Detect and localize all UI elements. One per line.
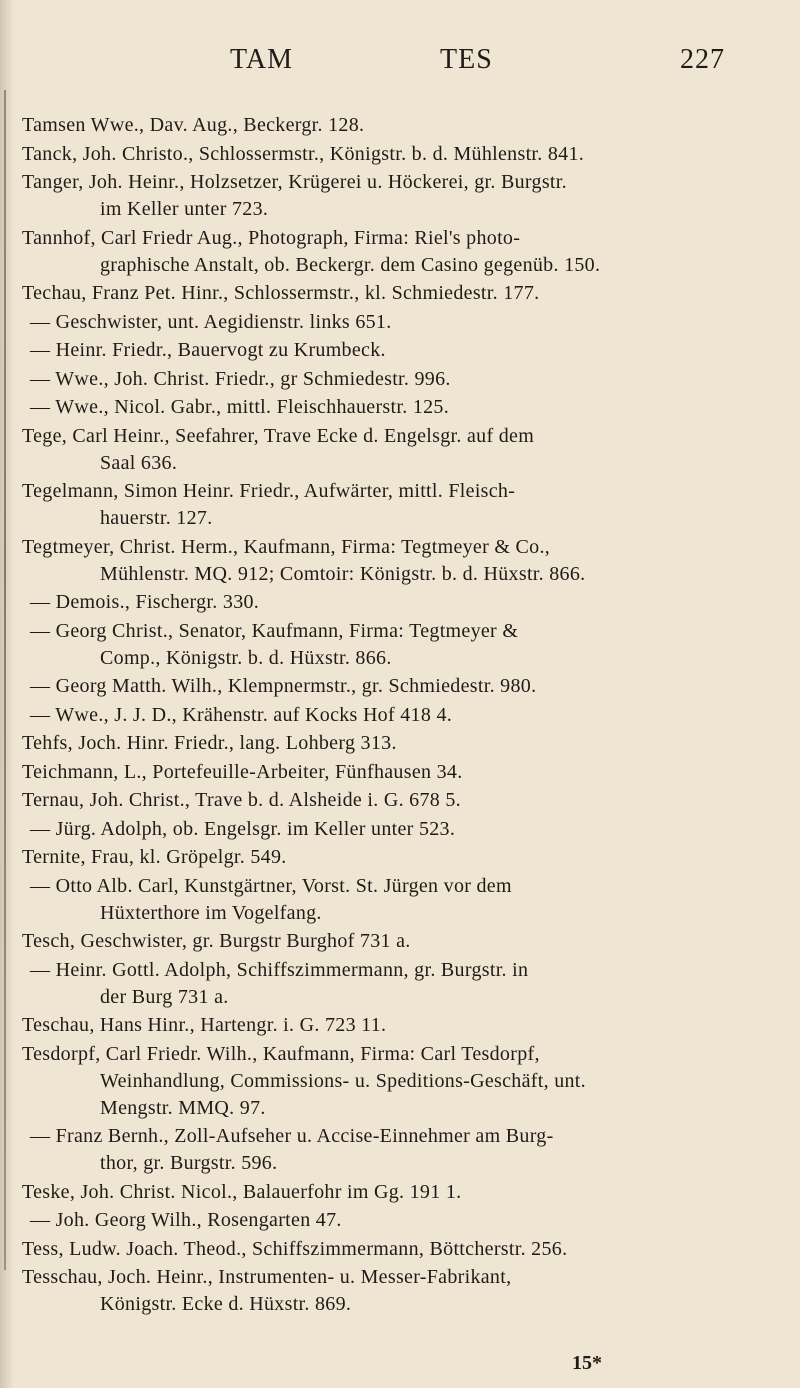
- page-number: 227: [680, 44, 725, 75]
- directory-entry: [0, 1041, 790, 1122]
- directory-subentry: [0, 589, 790, 616]
- directory-entry: [0, 759, 790, 786]
- directory-entry: [0, 1012, 790, 1039]
- entry-line-continuation: hauerstr. 127.: [100, 507, 213, 529]
- directory-entry: [0, 280, 790, 307]
- entry-line: Tegtmeyer, Christ. Herm., Kaufmann, Firma: Tegtmeyer & Co.,: [22, 535, 551, 558]
- entry-line: Tamsen Wwe., Dav. Aug., Beckergr. 128.: [22, 114, 365, 136]
- entry-line: — Otto Alb. Carl, Kunstgärtner, Vorst. St. Jürgen vor dem: [30, 874, 512, 897]
- entry-line: Tesdorpf, Carl Friedr. Wilh., Kaufmann, Firma: Carl Tesdorpf,: [22, 1042, 540, 1065]
- entry-line-continuation: Mengstr. MMQ. 97.: [100, 1096, 266, 1119]
- running-head-left: TAM: [230, 44, 293, 75]
- entry-line-continuation: Weinhandlung, Commissions- u. Speditions-Geschäft, unt.: [100, 1069, 586, 1092]
- entry-line: Ternau, Joh. Christ., Trave b. d. Alsheide i. G. 678 5.: [22, 789, 461, 811]
- directory-entry: [0, 141, 790, 168]
- directory-entry: [0, 1179, 790, 1206]
- entry-line: Tannhof, Carl Friedr Aug., Photograph, Firma: Riel's photo-: [22, 226, 521, 249]
- directory-subentry: [0, 618, 790, 672]
- entry-line: Tesschau, Joch. Heinr., Instrumenten- u. Messer-Fabrikant,: [22, 1266, 512, 1288]
- entry-line: Tege, Carl Heinr., Seefahrer, Trave Ecke d. Engelsgr. auf dem: [22, 424, 535, 447]
- directory-subentry: [0, 673, 790, 700]
- directory-entry: [0, 730, 790, 757]
- entry-line: Tegelmann, Simon Heinr. Friedr., Aufwärter, mittl. Fleisch-: [22, 480, 516, 502]
- entry-line-continuation: im Keller unter 723.: [100, 198, 269, 220]
- entry-line: Teichmann, L., Portefeuille-Arbeiter, Fünfhausen 34.: [22, 760, 463, 783]
- directory-entry: [0, 844, 790, 871]
- entry-line: — Georg Christ., Senator, Kaufmann, Firma: Tegtmeyer &: [30, 619, 519, 642]
- entry-line: Ternite, Frau, kl. Gröpelgr. 549.: [22, 846, 287, 868]
- entry-line-continuation: Saal 636.: [100, 451, 178, 474]
- directory-entry: [0, 1236, 790, 1263]
- entry-line: — Joh. Georg Wilh., Rosengarten 47.: [30, 1209, 342, 1231]
- running-head-center: TES: [440, 44, 493, 75]
- running-head: [0, 44, 800, 78]
- directory-entry: [0, 112, 790, 139]
- directory-subentry: [0, 337, 790, 364]
- entry-line: Tesch, Geschwister, gr. Burgstr Burghof 731 a.: [22, 930, 411, 952]
- directory-subentry: [0, 1207, 790, 1234]
- directory-subentry: [0, 957, 790, 1011]
- directory-subentry: [0, 309, 790, 336]
- entry-line: — Franz Bernh., Zoll-Aufseher u. Accise-Einnehmer am Burg-: [30, 1125, 554, 1147]
- directory-subentry: [0, 366, 790, 393]
- entry-line: Tanger, Joh. Heinr., Holzsetzer, Krügerei u. Höckerei, gr. Burgstr.: [22, 171, 567, 193]
- directory-subentry: [0, 702, 790, 729]
- entry-line-continuation: Hüxterthore im Vogelfang.: [100, 901, 322, 924]
- directory-subentry: [0, 873, 790, 927]
- entry-line: — Wwe., Joh. Christ. Friedr., gr Schmiedestr. 996.: [30, 367, 451, 390]
- entry-line: Teske, Joh. Christ. Nicol., Balauerfohr im Gg. 191 1.: [22, 1180, 462, 1203]
- entry-line-continuation: Comp., Königstr. b. d. Hüxstr. 866.: [100, 646, 392, 669]
- directory-entry: [0, 169, 790, 223]
- entry-line: Tess, Ludw. Joach. Theod., Schiffszimmermann, Böttcherstr. 256.: [22, 1237, 568, 1260]
- entry-line: Teschau, Hans Hinr., Hartengr. i. G. 723 11.: [22, 1014, 387, 1036]
- entry-line: Tanck, Joh. Christo., Schlossermstr., Königstr. b. d. Mühlenstr. 841.: [22, 142, 585, 165]
- directory-subentry: [0, 1123, 790, 1177]
- entry-line: — Georg Matth. Wilh., Klempnermstr., gr. Schmiedestr. 980.: [30, 675, 537, 697]
- entry-line: — Demois., Fischergr. 330.: [30, 591, 260, 613]
- directory-entry: [0, 423, 790, 477]
- entry-line-continuation: der Burg 731 a.: [100, 985, 229, 1008]
- entry-line: — Wwe., J. J. D., Krähenstr. auf Kocks Hof 418 4.: [30, 703, 453, 726]
- entry-line: — Geschwister, unt. Aegidienstr. links 651.: [30, 310, 392, 333]
- entry-line: — Jürg. Adolph, ob. Engelsgr. im Keller unter 523.: [30, 817, 456, 840]
- entry-line-continuation: thor, gr. Burgstr. 596.: [100, 1152, 278, 1174]
- directory-entry: [0, 225, 790, 279]
- directory-entries: [0, 112, 790, 1320]
- directory-entry: [0, 534, 790, 588]
- entry-line: — Wwe., Nicol. Gabr., mittl. Fleischhauerstr. 125.: [30, 396, 450, 418]
- entry-line-continuation: Königstr. Ecke d. Hüxstr. 869.: [100, 1293, 352, 1315]
- directory-subentry: [0, 816, 790, 843]
- directory-subentry: [0, 394, 790, 421]
- entry-line: Tehfs, Joch. Hinr. Friedr., lang. Lohberg 313.: [22, 732, 397, 754]
- directory-entry: [0, 928, 790, 955]
- entry-line-continuation: graphische Anstalt, ob. Beckergr. dem Casino gegenüb. 150.: [100, 253, 601, 276]
- signature-mark: 15*: [572, 1352, 602, 1374]
- directory-entry: [0, 1264, 790, 1318]
- entry-line: — Heinr. Friedr., Bauervogt zu Krumbeck.: [30, 339, 386, 361]
- directory-entry: [0, 478, 790, 532]
- entry-line-continuation: Mühlenstr. MQ. 912; Comtoir: Königstr. b. d. Hüxstr. 866.: [100, 562, 586, 585]
- entry-line: — Heinr. Gottl. Adolph, Schiffszimmermann, gr. Burgstr. in: [30, 958, 529, 981]
- directory-entry: [0, 787, 790, 814]
- entry-line: Techau, Franz Pet. Hinr., Schlossermstr., kl. Schmiedestr. 177.: [22, 282, 540, 304]
